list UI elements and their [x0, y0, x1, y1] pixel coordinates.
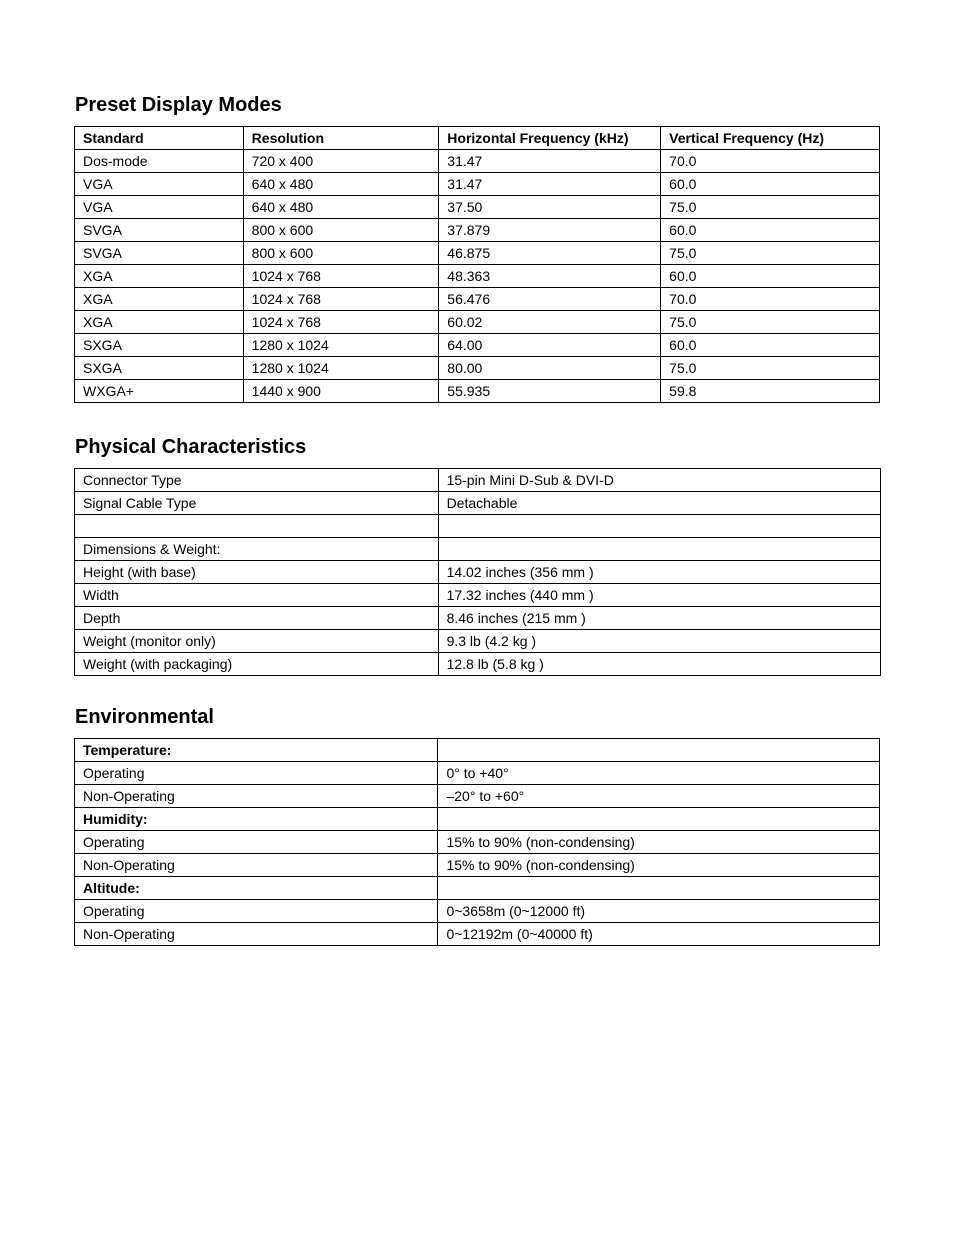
table-cell: 75.0: [661, 357, 880, 380]
table-row: [75, 808, 880, 831]
table-cell: 12.8 lb (5.8 kg ): [438, 653, 880, 676]
table-cell: Weight (monitor only): [75, 630, 439, 653]
table-cell: Detachable: [438, 492, 880, 515]
table-cell: [438, 515, 880, 538]
table-row: [75, 150, 880, 173]
table-row: [75, 242, 880, 265]
table-cell: 800 x 600: [243, 219, 439, 242]
table-cell: 15% to 90% (non-condensing): [438, 854, 880, 877]
table-cell: 60.0: [661, 265, 880, 288]
table-cell: Non-Operating: [75, 785, 438, 808]
table-cell: 75.0: [661, 311, 880, 334]
header-standard: Standard: [75, 127, 244, 150]
table-cell: SXGA: [75, 357, 244, 380]
table-row: [75, 311, 880, 334]
table-cell: 31.47: [439, 150, 661, 173]
table-cell: Depth: [75, 607, 439, 630]
environmental-table: [74, 738, 880, 946]
table-cell: 9.3 lb (4.2 kg ): [438, 630, 880, 653]
table-cell: 1024 x 768: [243, 311, 439, 334]
environmental-title: Environmental: [75, 706, 214, 728]
table-cell: 1280 x 1024: [243, 357, 439, 380]
table-cell: 1024 x 768: [243, 288, 439, 311]
table-cell: 64.00: [439, 334, 661, 357]
table-cell: Operating: [75, 831, 438, 854]
table-cell: 37.879: [439, 219, 661, 242]
table-row: [75, 739, 880, 762]
table-cell: 75.0: [661, 242, 880, 265]
table-cell: Weight (with packaging): [75, 653, 439, 676]
table-row: [75, 492, 881, 515]
header-resolution: Resolution: [243, 127, 439, 150]
table-row: [75, 561, 881, 584]
table-cell: 70.0: [661, 150, 880, 173]
table-row: [75, 785, 880, 808]
table-row: [75, 469, 881, 492]
table-cell: Width: [75, 584, 439, 607]
table-row: [75, 877, 880, 900]
table-row: [75, 196, 880, 219]
table-cell: 1024 x 768: [243, 265, 439, 288]
table-cell: 15% to 90% (non-condensing): [438, 831, 880, 854]
table-cell: 14.02 inches (356 mm ): [438, 561, 880, 584]
table-cell: 55.935: [439, 380, 661, 403]
table-cell: 1440 x 900: [243, 380, 439, 403]
table-cell: 56.476: [439, 288, 661, 311]
table-cell: Non-Operating: [75, 923, 438, 946]
table-cell: 0~3658m (0~12000 ft): [438, 900, 880, 923]
table-row: [75, 900, 880, 923]
table-row: [75, 334, 880, 357]
table-cell: XGA: [75, 311, 244, 334]
table-row: [75, 173, 880, 196]
table-cell: 70.0: [661, 288, 880, 311]
table-row: [75, 831, 880, 854]
table-cell: 0~12192m (0~40000 ft): [438, 923, 880, 946]
header-horizontal-frequency: Horizontal Frequency (kHz): [439, 127, 661, 150]
table-cell: SVGA: [75, 219, 244, 242]
table-cell: 15-pin Mini D-Sub & DVI-D: [438, 469, 880, 492]
table-cell: 17.32 inches (440 mm ): [438, 584, 880, 607]
table-cell: 1280 x 1024: [243, 334, 439, 357]
table-cell: 0° to +40°: [438, 762, 880, 785]
table-row: [75, 630, 881, 653]
table-cell: 59.8: [661, 380, 880, 403]
table-row: [75, 607, 881, 630]
table-row: [75, 288, 880, 311]
table-row: [75, 653, 881, 676]
table-cell: 48.363: [439, 265, 661, 288]
physical-characteristics-title: Physical Characteristics: [75, 436, 307, 458]
header-vertical-frequency: Vertical Frequency (Hz): [661, 127, 880, 150]
table-cell: Temperature:: [75, 739, 438, 762]
table-cell: Connector Type: [75, 469, 439, 492]
table-row: [75, 762, 880, 785]
table-cell: WXGA+: [75, 380, 244, 403]
preset-display-modes-table: [74, 126, 880, 403]
table-row: [75, 854, 880, 877]
physical-characteristics-table: [74, 468, 881, 676]
table-row: [75, 515, 881, 538]
table-cell: Non-Operating: [75, 854, 438, 877]
table-cell: [438, 877, 880, 900]
table-header-row: [75, 127, 880, 150]
table-cell: 75.0: [661, 196, 880, 219]
table-cell: Operating: [75, 762, 438, 785]
table-cell: 80.00: [439, 357, 661, 380]
table-cell: Altitude:: [75, 877, 438, 900]
table-cell: Dos-mode: [75, 150, 244, 173]
table-cell: Humidity:: [75, 808, 438, 831]
table-cell: SXGA: [75, 334, 244, 357]
table-cell: Dimensions & Weight:: [75, 538, 439, 561]
table-row: [75, 265, 880, 288]
table-cell: SVGA: [75, 242, 244, 265]
table-cell: 8.46 inches (215 mm ): [438, 607, 880, 630]
table-cell: 31.47: [439, 173, 661, 196]
table-cell: 640 x 480: [243, 173, 439, 196]
table-row: [75, 380, 880, 403]
table-cell: 60.0: [661, 219, 880, 242]
table-cell: –20° to +60°: [438, 785, 880, 808]
preset-display-modes-title: Preset Display Modes: [75, 94, 282, 116]
table-row: [75, 584, 881, 607]
table-cell: 60.0: [661, 334, 880, 357]
table-cell: VGA: [75, 196, 244, 219]
table-cell: [438, 538, 880, 561]
table-cell: 37.50: [439, 196, 661, 219]
table-row: [75, 923, 880, 946]
table-cell: 46.875: [439, 242, 661, 265]
table-cell: [438, 739, 880, 762]
table-cell: Signal Cable Type: [75, 492, 439, 515]
table-cell: [75, 515, 439, 538]
table-row: [75, 538, 881, 561]
table-cell: Operating: [75, 900, 438, 923]
table-cell: VGA: [75, 173, 244, 196]
table-cell: [438, 808, 880, 831]
table-cell: XGA: [75, 288, 244, 311]
table-cell: 60.0: [661, 173, 880, 196]
table-cell: 640 x 480: [243, 196, 439, 219]
table-cell: XGA: [75, 265, 244, 288]
table-row: [75, 219, 880, 242]
table-cell: 800 x 600: [243, 242, 439, 265]
table-cell: 720 x 400: [243, 150, 439, 173]
table-cell: 60.02: [439, 311, 661, 334]
table-cell: Height (with base): [75, 561, 439, 584]
table-row: [75, 357, 880, 380]
